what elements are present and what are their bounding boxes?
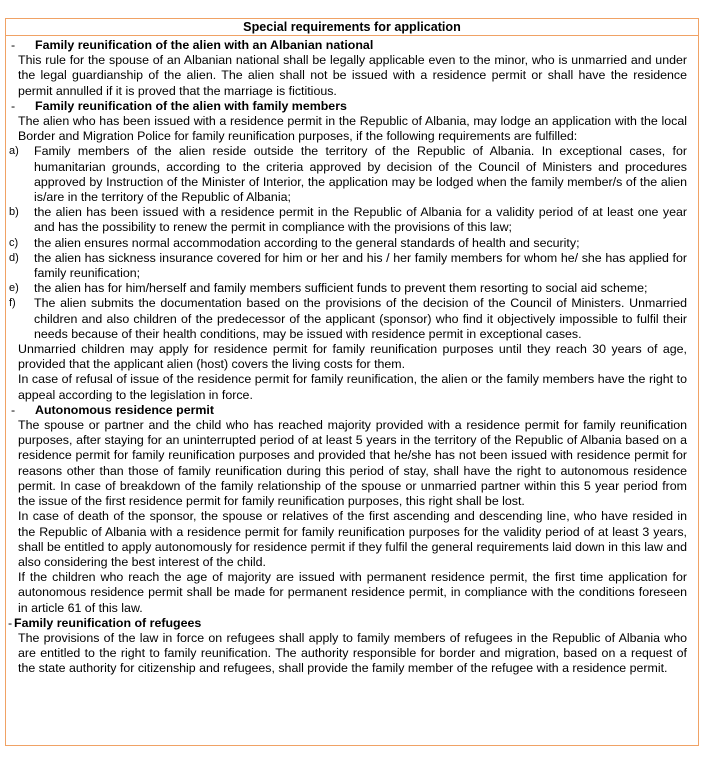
table-title: Special requirements for application bbox=[6, 19, 698, 36]
section-heading-refugees bbox=[8, 616, 687, 631]
list-item-text: the alien ensures normal accommodation according to the general standards of health and security; bbox=[34, 235, 580, 250]
list-marker: e) bbox=[9, 282, 19, 295]
list-item-text: Family members of the alien reside outside the territory of the Republic of Albania. In exceptional cases, for humanitarian grounds, according to the criteria approved by decision of the Council of Ministers and procedures approved by Instruction of the Minister of Interior, the application may be lodged when the family member/s of the alien is/are in the territory of the Republic of Albania; bbox=[34, 144, 687, 205]
paragraph: The provisions of the law in force on refugees shall apply to family members of refugees in the Republic of Albania who are entitled to the right to family reunification. The authority responsible for border and migration, based on a request of the state authority for citizenship and refugees, shall provide the family member of the refugee with a residence permit. bbox=[18, 630, 687, 676]
list-item bbox=[9, 281, 687, 296]
heading-text: Family reunification of the alien with an Albanian national bbox=[35, 38, 374, 52]
paragraph: This rule for the spouse of an Albanian national shall be legally applicable even to the minor, who is unmarried and under the legal guardianship of the alien. The alien shall not be issued with a residence permit or shall have the residence permit annulled if it is proved that the marriage is fictitious. bbox=[18, 53, 687, 98]
heading-text: Family reunification of refugees bbox=[14, 615, 202, 630]
list-item-text: the alien has sickness insurance covered for him or her and his / her family members for whom he/ she has applied for family reunification; bbox=[34, 250, 687, 281]
section-heading-albanian-national bbox=[11, 38, 687, 53]
table-body bbox=[6, 36, 698, 677]
paragraph: If the children who reach the age of majority are issued with permanent residence permit, the first time application for autonomous residence permit shall be made for permanent residence permit, in compliance with the conditions foreseen in article 61 of this law. bbox=[18, 570, 687, 615]
heading-dash: - bbox=[11, 98, 16, 113]
list-item-text: The alien submits the documentation based on the provisions of the decision of the Council of Ministers. Unmarried children and also children of the predecessor of the applicant (sponsor) who find it objectively impossible to fulfil their needs because of their health conditions, may be issued with residence permit in exceptional cases. bbox=[34, 296, 687, 341]
list-item bbox=[9, 296, 687, 342]
heading-dash: - bbox=[11, 402, 16, 417]
list-marker: a) bbox=[9, 145, 19, 158]
section-heading-autonomous-permit bbox=[11, 403, 687, 418]
list-marker: f) bbox=[9, 297, 16, 310]
list-marker: b) bbox=[9, 206, 19, 219]
heading-dash: - bbox=[11, 38, 16, 52]
requirements-table bbox=[5, 18, 699, 746]
list-item-text: the alien has for him/herself and family members sufficient funds to prevent them resorting to social aid scheme; bbox=[34, 281, 648, 296]
heading-dash: - bbox=[8, 615, 13, 630]
list-marker: c) bbox=[9, 236, 19, 249]
heading-text: Family reunification of the alien with family members bbox=[35, 98, 347, 113]
paragraph: In case of refusal of issue of the residence permit for family reunification, the alien or the family members have the right to appeal according to the legislation in force. bbox=[18, 372, 687, 402]
list-item bbox=[9, 205, 687, 235]
paragraph: In case of death of the sponsor, the spouse or relatives of the first ascending and descending line, who have resided in the Republic of Albania with a residence permit for family reunification purposes for the validity period of at least 3 years, shall be entitled to apply autonomously for residence permit if they fulfil the general requirements laid down in this law and also considering the best interest of the child. bbox=[18, 509, 687, 569]
paragraph: The spouse or partner and the child who has reached majority provided with a residence permit for family reunification purposes, after staying for an uninterrupted period of at least 5 years in the territory of the Republic of Albania based on a residence permit for family reunification purposes and provided that he/she has not been issued with residence permit for reasons other than those of family reunification during this period of stay, shall have the right to autonomous residence permit. In case of breakdown of the family relationship of the spouse or unmarried partner within this 5 year period from the issue of the first residence permit for family reunification purposes, this right shall be lost. bbox=[18, 418, 687, 509]
list-marker: d) bbox=[9, 251, 19, 264]
list-item-text: the alien has been issued with a residence permit in the Republic of Albania for a validity period of at least one year and has the possibility to renew the permit in compliance with the provisions of this law; bbox=[34, 205, 687, 235]
paragraph: The alien who has been issued with a residence permit in the Republic of Albania, may lodge an application with the local Border and Migration Police for family reunification purposes, if the following requirements are fulfilled: bbox=[18, 114, 687, 144]
section-heading-family-members bbox=[11, 99, 687, 114]
heading-text: Autonomous residence permit bbox=[35, 402, 215, 417]
paragraph: Unmarried children may apply for residence permit for family reunification purposes until they reach 30 years of age, provided that the applicant alien (host) covers the living costs for them. bbox=[18, 342, 687, 372]
list-item bbox=[9, 144, 687, 205]
list-item bbox=[9, 236, 687, 251]
list-item bbox=[9, 251, 687, 281]
